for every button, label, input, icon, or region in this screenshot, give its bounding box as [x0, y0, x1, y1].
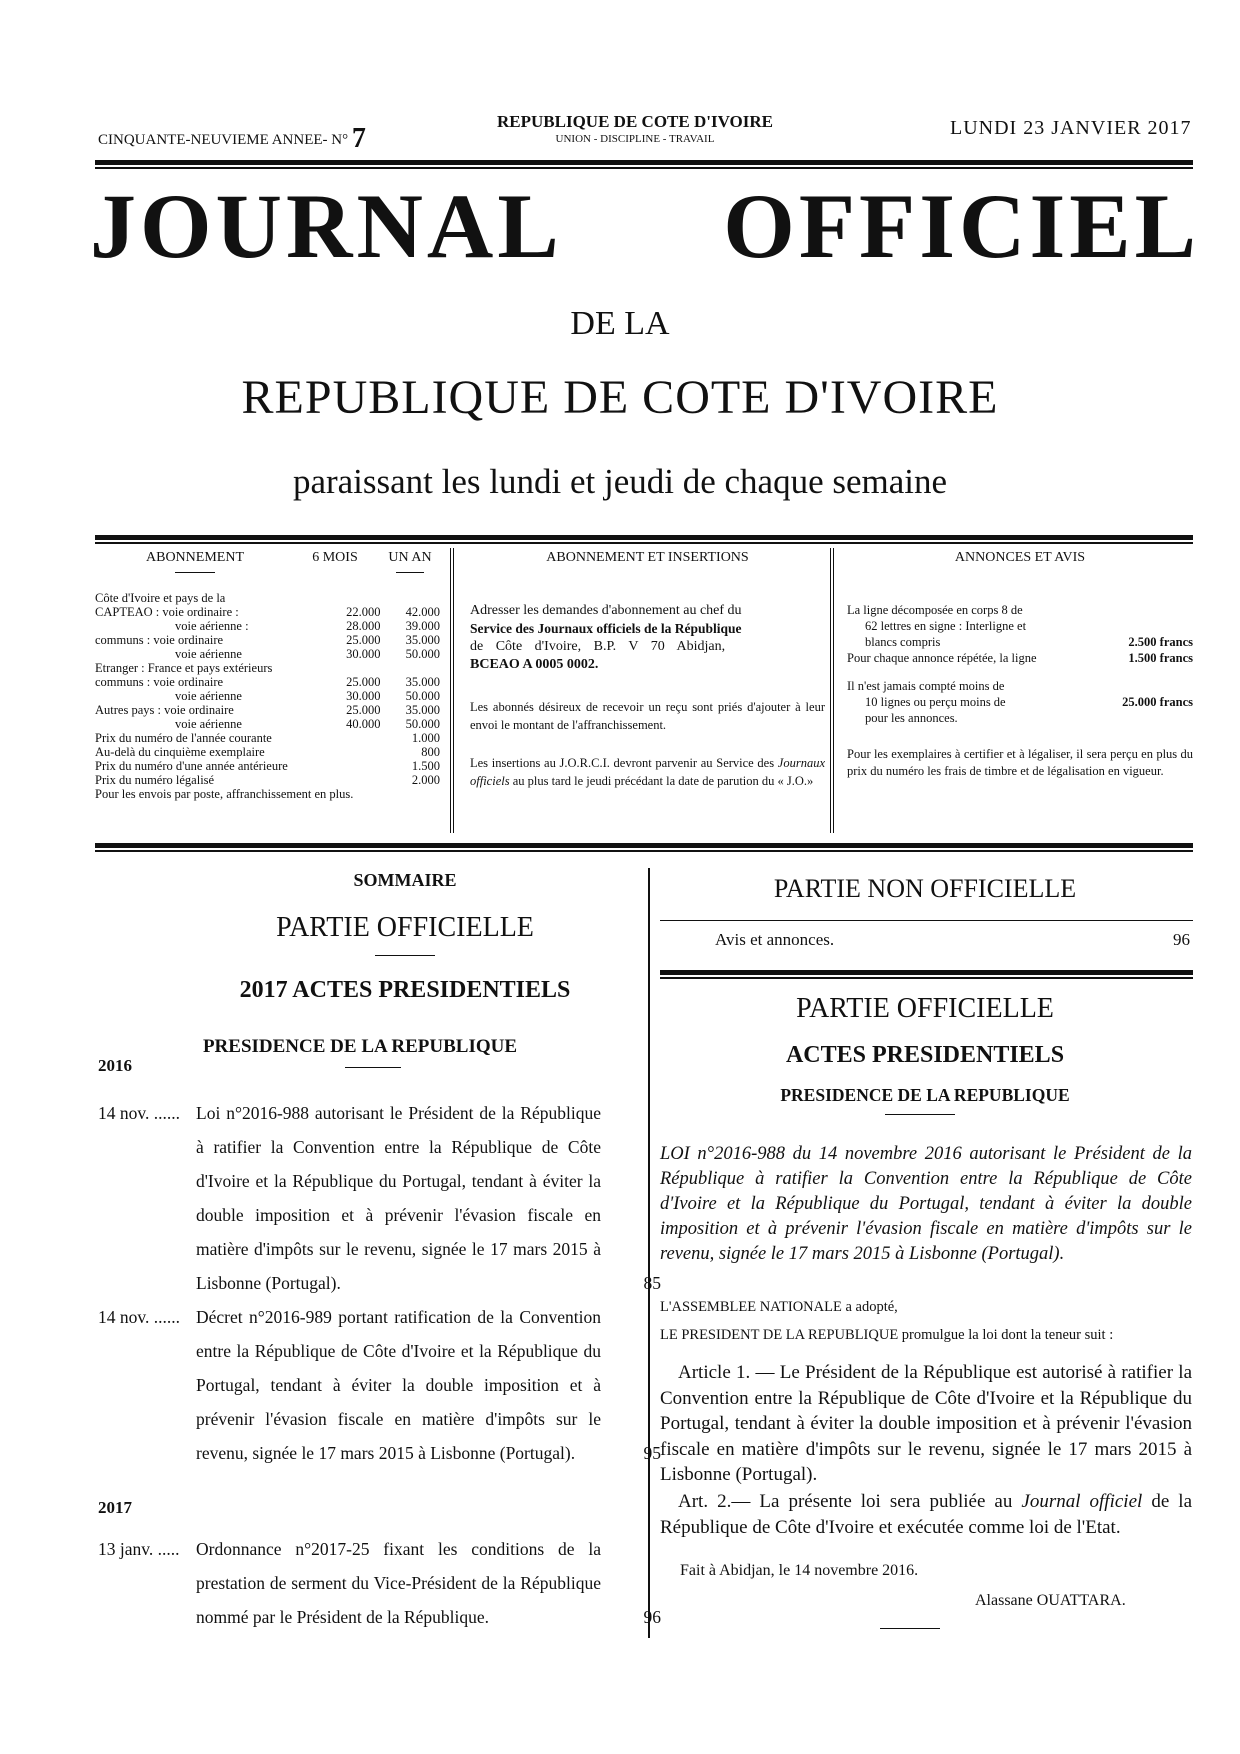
rate-un-an: 800	[421, 745, 440, 759]
non-officielle-page: 96	[1173, 930, 1190, 949]
issue-number: 7	[351, 123, 366, 154]
right-rule	[660, 970, 1193, 979]
rate-row	[95, 647, 440, 661]
officielle-actes: ACTES PRESIDENTIELS	[785, 1042, 1065, 1068]
rate-label: communs : voie ordinaire	[95, 675, 224, 689]
rate-un-an: 35.000	[405, 633, 440, 647]
title-word-officiel: OFFICIEL	[723, 175, 1200, 277]
insertions-p1d: BCEAO A 0005 0002.	[470, 657, 599, 672]
rate-row	[95, 787, 440, 801]
non-officielle-item: Avis et annonces.	[715, 930, 835, 949]
rate-un-an: 35.000	[405, 703, 440, 717]
entry-1-page: 85	[643, 1273, 661, 1293]
non-officielle-title: PARTIE NON OFFICIELLE	[773, 874, 1077, 903]
article-1: Article 1. — Le Président de la République est autorisé à ratifier la Convention entre la République de Côte d'Ivoire et la République du Portugal, tendant à éviter la double imposition et à prévenir l'évasion fiscale en matière d'impôts sur le revenu, signée le 17 mars 2015 à Lisbonne (Portugal).	[660, 1362, 1192, 1485]
rate-label: voie aérienne	[175, 689, 242, 703]
rate-un-an: 50.000	[405, 689, 440, 703]
six-mois-header: 6 MOIS	[312, 550, 358, 565]
rate-label: communs : voie ordinaire	[95, 633, 224, 647]
officielle-title: PARTIE OFFICIELLE	[796, 993, 1054, 1024]
annonces-l4: Pour chaque annonce répétée, la ligne	[847, 651, 1037, 665]
rate-six-mois: 28.000	[346, 619, 381, 633]
rate-row	[95, 605, 440, 619]
annonces-l1: La ligne décomposée en corps 8 de	[847, 603, 1023, 617]
rate-label: Autres pays : voie ordinaire	[95, 703, 234, 717]
republic-header	[470, 112, 800, 145]
journal-title	[90, 175, 1200, 277]
title-word-journal: JOURNAL	[90, 175, 563, 277]
rate-label: Pour les envois par poste, affranchissement en plus.	[95, 787, 354, 801]
assemblee-line: L'ASSEMBLEE NATIONALE a adopté,	[660, 1299, 898, 1315]
entry-2-date: 14 nov. ......	[98, 1307, 180, 1327]
insertions-p2: Les abonnés désireux de recevoir un reçu sont priés d'ajouter à leur envoi le montant de l'affranchissement.	[470, 700, 825, 732]
rate-six-mois: 30.000	[346, 647, 381, 661]
un-an-header: UN AN	[388, 550, 432, 565]
frequency-line: paraissant les lundi et jeudi de chaque semaine	[292, 462, 948, 501]
rate-un-an: 39.000	[405, 619, 440, 633]
rate-label: Prix du numéro de l'année courante	[95, 731, 272, 745]
president-line: LE PRESIDENT DE LA REPUBLIQUE promulgue la loi dont la teneur suit :	[660, 1327, 1114, 1343]
rate-six-mois: 25.000	[346, 675, 381, 689]
annonces-l7: pour les annonces.	[865, 711, 958, 725]
insertions-p1a: Adresser les demandes d'abonnement au chef du	[470, 603, 742, 618]
rate-six-mois: 30.000	[346, 689, 381, 703]
article-2a: Art. 2.— La présente loi sera publiée au	[678, 1491, 1013, 1512]
rate-label: Etranger : France et pays extérieurs	[95, 661, 273, 675]
signature: Alassane OUATTARA.	[975, 1592, 1126, 1609]
de-la: DE LA	[570, 305, 670, 342]
rate-un-an: 42.000	[405, 605, 440, 619]
article-2b: Journal officiel	[1021, 1491, 1143, 1512]
rate-six-mois: 25.000	[346, 633, 381, 647]
entry-1-date: 14 nov. ......	[98, 1103, 180, 1123]
rate-un-an: 1.000	[411, 731, 440, 745]
rate-label: voie aérienne	[175, 647, 242, 661]
year-issue-line	[98, 123, 366, 155]
sommaire-presidence: PRESIDENCE DE LA REPUBLIQUE	[202, 1036, 518, 1057]
insertions-p1c: de Côte d'Ivoire, B.P. V 70 Abidjan,	[470, 639, 726, 654]
rate-row	[95, 675, 440, 689]
republic-motto: UNION - DISCIPLINE - TRAVAIL	[555, 133, 715, 145]
republic-name: REPUBLIQUE DE COTE D'IVOIRE	[497, 112, 773, 131]
loi-title: LOI n°2016-988 du 14 novembre 2016 autorisant le Président de la République à ratifier la Convention entre la République de Côte d'Ivoire et la République du Portugal, tendant à éviter la double imposition et à prévenir l'évasion fiscale en matière d'impôts sur le revenu, signée le 17 mars 2015 à Lisbonne (Portugal).	[660, 1144, 1192, 1264]
rate-row	[95, 591, 440, 605]
subscription-box	[95, 548, 1193, 840]
annonces-l6-price: 25.000 francs	[1122, 695, 1193, 709]
sommaire-title: SOMMAIRE	[353, 870, 457, 890]
year-2017: 2017	[98, 1498, 132, 1517]
rate-row	[95, 759, 440, 773]
entry-3-text: Ordonnance n°2017-25 fixant les conditions de la prestation de serment du Vice-Président de la République nommé par le Président de la République.	[196, 1539, 601, 1627]
year-label: CINQUANTE-NEUVIEME ANNEE- N°	[98, 132, 349, 148]
insertions-p3b: Journaux officiels	[470, 756, 825, 788]
rate-label: Côte d'Ivoire et pays de la	[95, 591, 226, 605]
insertions-column	[470, 548, 825, 840]
box-rule-top	[95, 535, 1193, 544]
annonces-l6: 10 lignes ou perçu moins de	[865, 695, 1006, 709]
insertions-header: ABONNEMENT ET INSERTIONS	[546, 550, 749, 565]
entry-2-text: Décret n°2016-989 portant ratification de la Convention entre la République de Côte d'Ivoire et la République du Portugal, tendant à éviter la double imposition et à prévenir l'évasion fiscale en matière d'impôts sur le revenu, signée le 17 mars 2015 à Lisbonne (Portugal).	[196, 1307, 601, 1463]
annonces-l5: Il n'est jamais compté moins de	[847, 679, 1005, 693]
rate-row	[95, 717, 440, 731]
rate-label: voie aérienne :	[175, 619, 249, 633]
sommaire-partie: PARTIE OFFICIELLE	[276, 912, 534, 943]
rate-row	[95, 703, 440, 717]
entry-3-date: 13 janv. .....	[98, 1539, 180, 1559]
rates-table	[95, 591, 440, 801]
rate-label: Prix du numéro légalisé	[95, 773, 215, 787]
insertions-p1b: Service des Journaux officiels de la République	[470, 621, 742, 636]
rate-six-mois: 40.000	[346, 717, 381, 731]
rate-un-an: 50.000	[405, 717, 440, 731]
box-rule-bottom	[95, 843, 1193, 852]
article-2	[660, 1489, 1192, 1540]
insertions-p3	[470, 754, 825, 790]
officielle-presidence: PRESIDENCE DE LA REPUBLIQUE	[780, 1085, 1070, 1105]
annonces-last: Pour les exemplaires à certifier et à légaliser, il sera perçu en plus du prix du numéro les frais de timbre et de légalisation en vigueur.	[847, 747, 1193, 778]
insertions-p3c: au plus tard le jeudi précédant la date de parution du « J.O.»	[512, 774, 814, 788]
rate-row	[95, 745, 440, 759]
annonces-l3-price: 2.500 francs	[1128, 635, 1193, 649]
rate-label: Au-delà du cinquième exemplaire	[95, 745, 265, 759]
non-officielle-entry	[715, 930, 1190, 950]
rate-label: CAPTEAO : voie ordinaire :	[95, 605, 239, 619]
rate-label: Prix du numéro d'une année antérieure	[95, 759, 288, 773]
entry-3-page: 96	[643, 1607, 661, 1627]
rate-un-an: 50.000	[405, 647, 440, 661]
insertions-p3a: Les insertions au J.O.R.C.I. devront parvenir au Service des	[470, 756, 775, 770]
annonces-l4-price: 1.500 francs	[1128, 651, 1193, 665]
rate-un-an: 1.500	[411, 759, 440, 773]
sommaire-entry-2	[98, 1300, 661, 1470]
abonnement-column	[95, 548, 445, 840]
entry-1-text: Loi n°2016-988 autorisant le Président de la République à ratifier la Convention entre la République de Côte d'Ivoire et la République du Portugal, tendant à éviter la double imposition et à prévenir l'évasion fiscale en matière d'impôts sur le revenu, signée le 17 mars 2015 à Lisbonne (Portugal).	[196, 1103, 601, 1293]
fait-a-abidjan: Fait à Abidjan, le 14 novembre 2016.	[680, 1562, 919, 1579]
abonnement-header: ABONNEMENT	[146, 550, 244, 565]
rate-row	[95, 773, 440, 787]
rate-label: voie aérienne	[175, 717, 242, 731]
annonces-l3: blancs compris	[865, 635, 941, 649]
rate-six-mois: 22.000	[346, 605, 381, 619]
rate-six-mois: 25.000	[346, 703, 381, 717]
sommaire-actes: 2017 ACTES PRESIDENTIELS	[239, 977, 571, 1003]
rate-un-an: 2.000	[411, 773, 440, 787]
rate-row	[95, 619, 440, 633]
sommaire-entry-1	[98, 1096, 661, 1300]
rate-row	[95, 661, 440, 675]
rate-row	[95, 689, 440, 703]
article-2c: de la République de Côte d'Ivoire et exécutée comme loi de l'Etat.	[660, 1491, 1193, 1538]
year-2016: 2016	[98, 1056, 132, 1075]
masthead-rule-top	[95, 160, 1193, 169]
rate-row	[95, 633, 440, 647]
annonces-l2: 62 lettres en signe : Interligne et	[865, 619, 1027, 633]
issue-date: LUNDI 23 JANVIER 2017	[950, 117, 1192, 139]
column-divider	[648, 868, 650, 1638]
sommaire-entry-3	[98, 1532, 661, 1634]
annonces-header: ANNONCES ET AVIS	[954, 550, 1086, 565]
republic-big-title: REPUBLIQUE DE COTE D'IVOIRE	[241, 371, 999, 424]
annonces-column	[847, 548, 1193, 840]
rate-un-an: 35.000	[405, 675, 440, 689]
rate-row	[95, 731, 440, 745]
entry-2-page: 95	[643, 1443, 661, 1463]
